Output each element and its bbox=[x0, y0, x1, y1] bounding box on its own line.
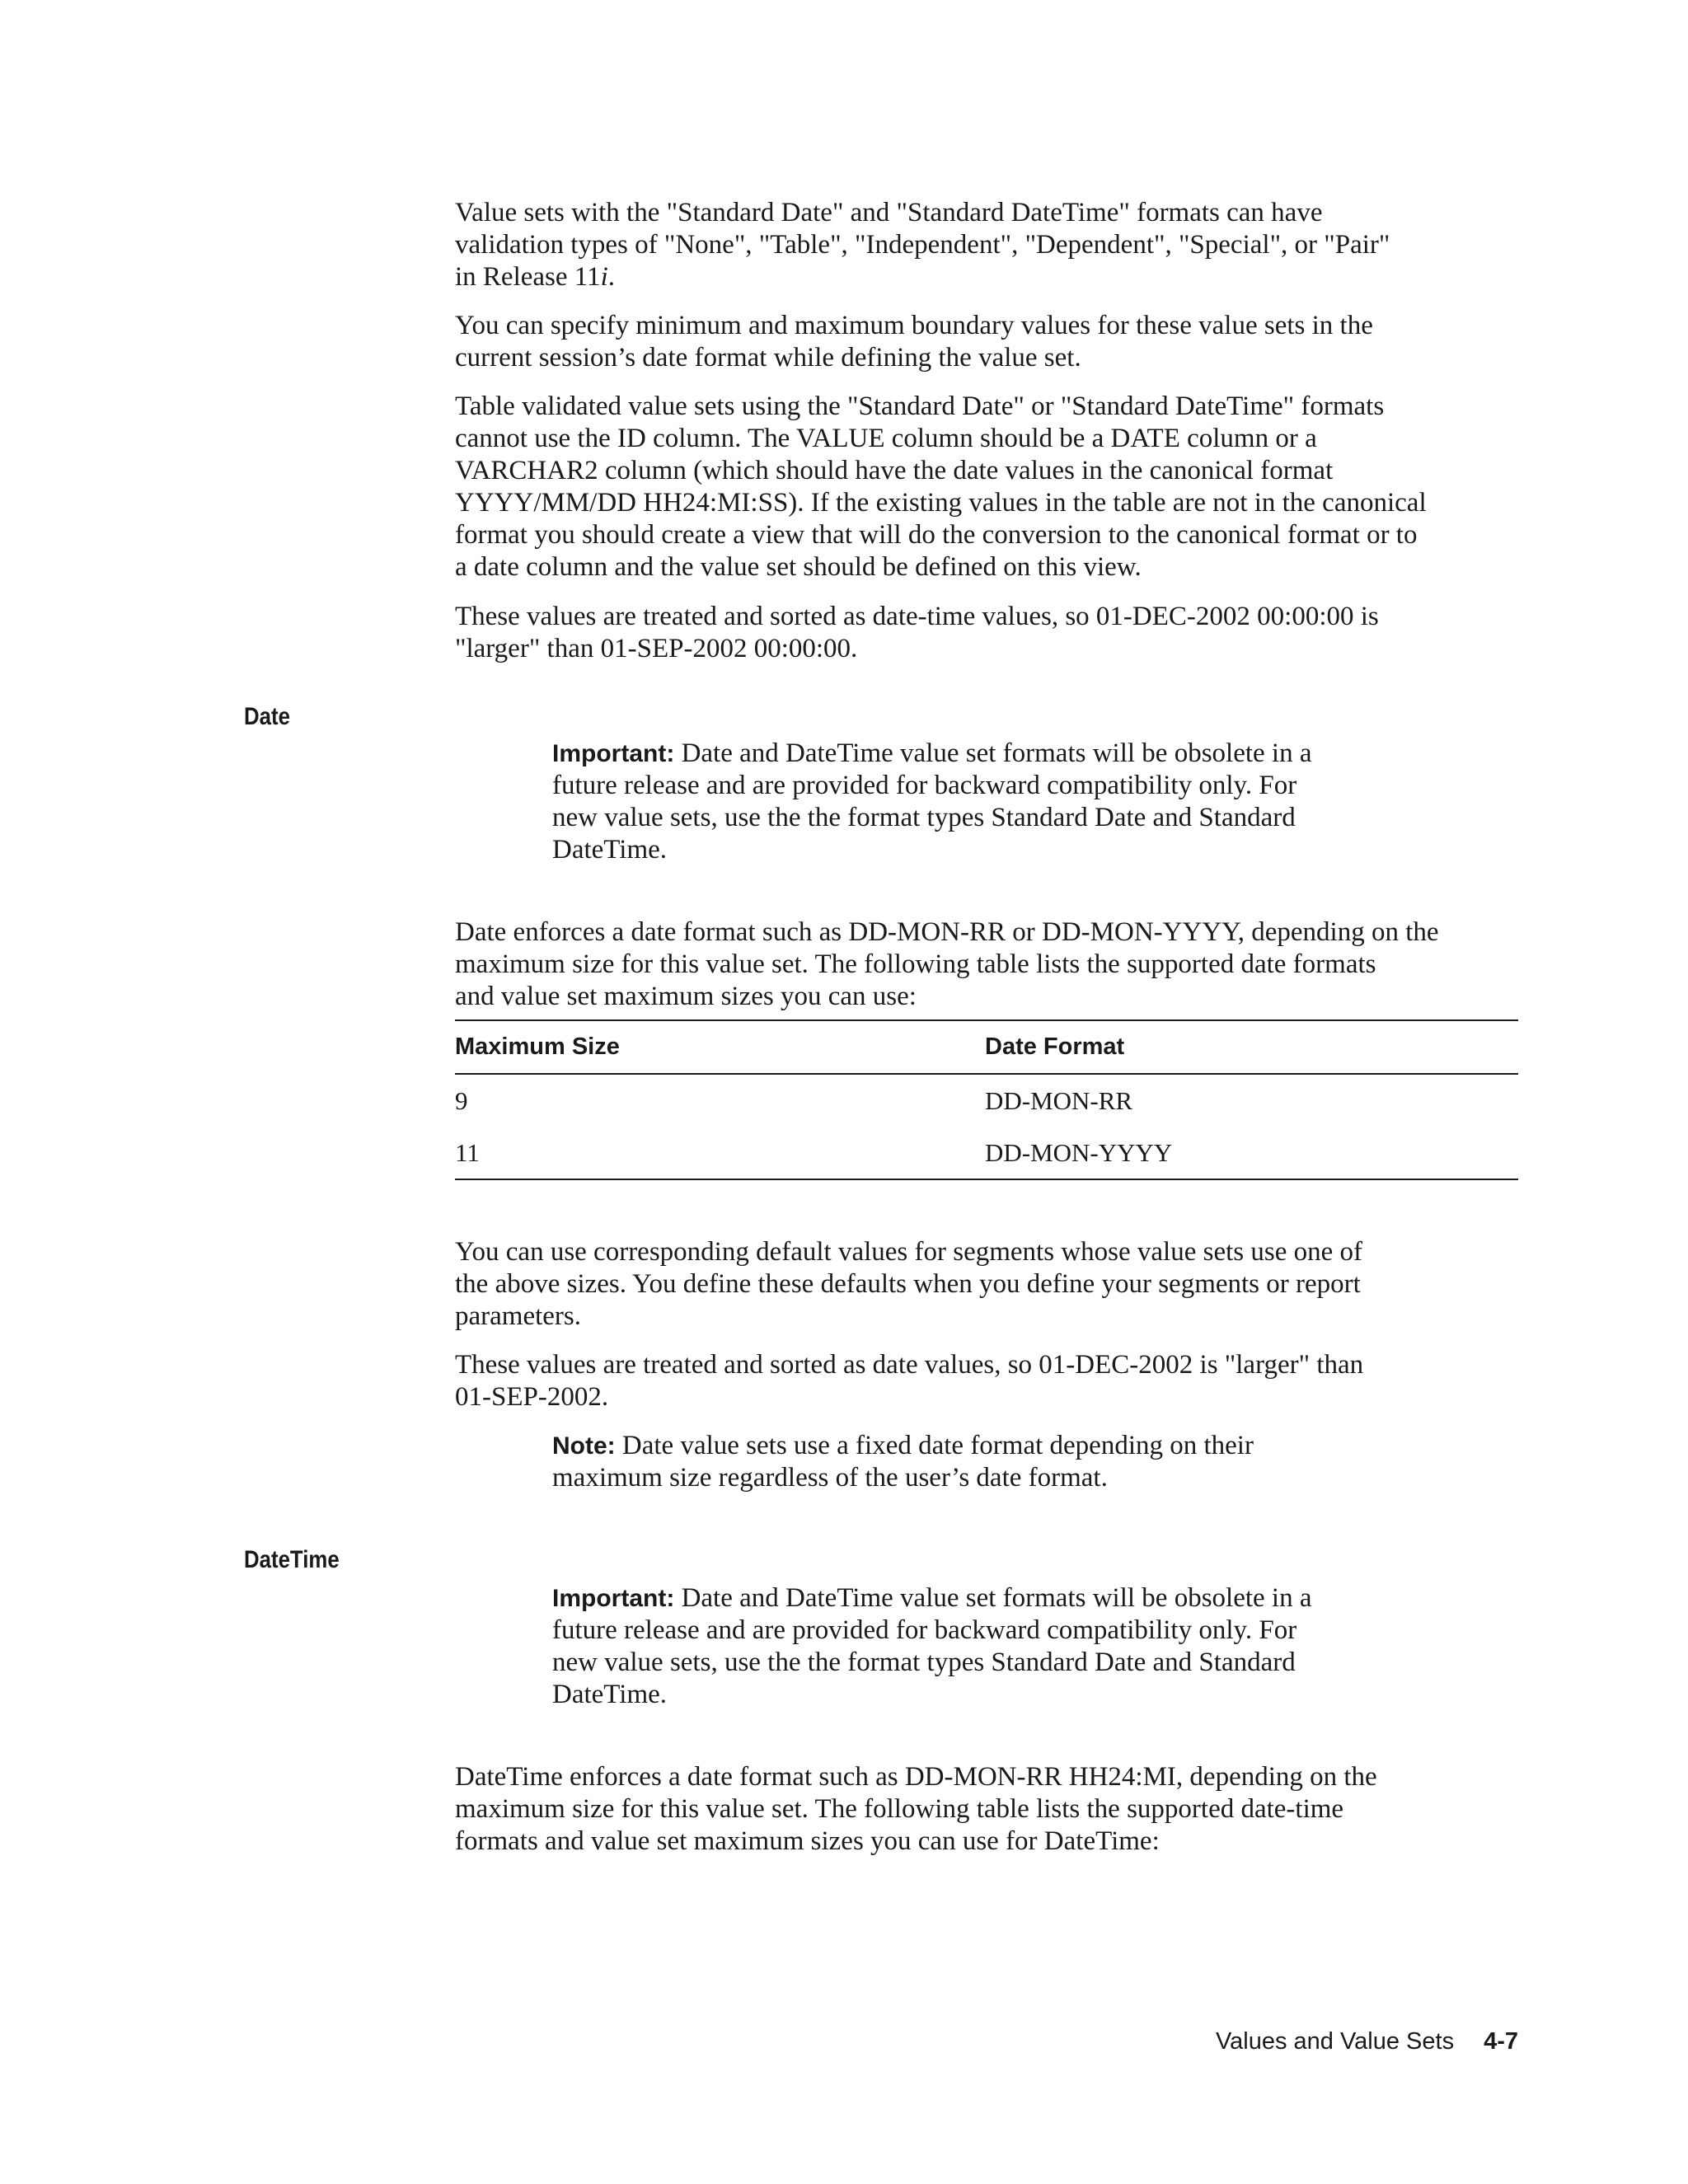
paragraph-table-validated: Table validated value sets using the "Standard Date" or "Standard DateTime" formats cannot use the ID column. The VALUE column should be a DATE column or a VARCHAR2 column (which should have the date values in the canonical format YYYY/MM/DD HH24:MI:SS). If the existing values in the table are not in the canonical format you should create a view that will do the conversion to the canonical format or to a date column and the value set should be defined on this view. bbox=[455, 391, 1427, 582]
paragraph-end: . bbox=[607, 262, 615, 292]
table-cell-size: 9 bbox=[455, 1085, 468, 1115]
table-header-row bbox=[455, 1020, 1518, 1074]
date-format-table bbox=[455, 1019, 1518, 1180]
release-italic-suffix: i bbox=[600, 262, 608, 292]
paragraph-text: Value sets with the "Standard Date" and "Standard DateTime" formats can have validation types of "None", "Table", "Independent", "Dependent", "Special", or "Pair" in Release 11 bbox=[455, 198, 1390, 292]
callout-text: Date and DateTime value set formats will be obsolete in a future release and are provided for backward compatibility only. For new value sets, use the the format types Standard Date and Standard DateTime. bbox=[552, 1583, 1312, 1709]
important-callout-datetime bbox=[552, 1582, 1459, 1711]
paragraph-boundary-values: You can specify minimum and maximum boundary values for these value sets in the current session’s date format while defining the value set. bbox=[455, 311, 1373, 373]
table-cell-format: DD-MON-RR bbox=[985, 1085, 1133, 1115]
table-row bbox=[455, 1074, 1518, 1127]
callout-text: Date value sets use a fixed date format depending on their maximum size regardless of the user’s date format. bbox=[552, 1431, 1254, 1493]
column-header-date-format: Date Format bbox=[985, 1020, 1518, 1074]
paragraph-date-sorting: These values are treated and sorted as date values, so 01-DEC-2002 is "larger" than 01-SEP-2002. bbox=[455, 1350, 1364, 1412]
callout-lead: Important: bbox=[552, 1585, 675, 1612]
table-cell-format: DD-MON-YYYY bbox=[985, 1127, 1518, 1179]
footer-page-number: 4-7 bbox=[1484, 2028, 1518, 2055]
callout-lead: Note: bbox=[552, 1432, 616, 1460]
callout-lead: Important: bbox=[552, 740, 675, 767]
section-heading-datetime: DateTime bbox=[244, 1546, 340, 1573]
page-footer bbox=[1216, 2027, 1518, 2056]
paragraph-date-time-sorting: These values are treated and sorted as date-time values, so 01-DEC-2002 00:00:00 is "larger" than 01-SEP-2002 00:00:00. bbox=[455, 602, 1379, 663]
column-header-maximum-size: Maximum Size bbox=[455, 1020, 985, 1074]
footer-chapter-title: Values and Value Sets bbox=[1215, 2028, 1455, 2055]
paragraph-date-enforces: Date enforces a date format such as DD-MON-RR or DD-MON-YYYY, depending on the maximum size for this value set. The following table lists the supported date formats and value set maximum sizes you can use: bbox=[455, 917, 1439, 1011]
paragraph-datetime-enforces: DateTime enforces a date format such as DD-MON-RR HH24:MI, depending on the maximum size for this value set. The following table lists the supported date-time formats and value set maximum sizes you can use for DateTime: bbox=[455, 1762, 1377, 1856]
paragraph-default-values: You can use corresponding default values for segments whose value sets use one of the above sizes. You define these defaults when you define your segments or report parameters. bbox=[455, 1237, 1362, 1331]
callout-text: Date and DateTime value set formats will be obsolete in a future release and are provided for backward compatibility only. For new value sets, use the the format types Standard Date and Standard DateTime. bbox=[552, 738, 1312, 865]
table-cell-size: 11 bbox=[455, 1127, 985, 1179]
important-callout-date bbox=[552, 738, 1459, 866]
paragraph-standard-date-validation bbox=[455, 197, 1518, 293]
section-heading-date: Date bbox=[244, 703, 290, 730]
table-row bbox=[455, 1127, 1518, 1179]
note-callout bbox=[552, 1430, 1459, 1494]
